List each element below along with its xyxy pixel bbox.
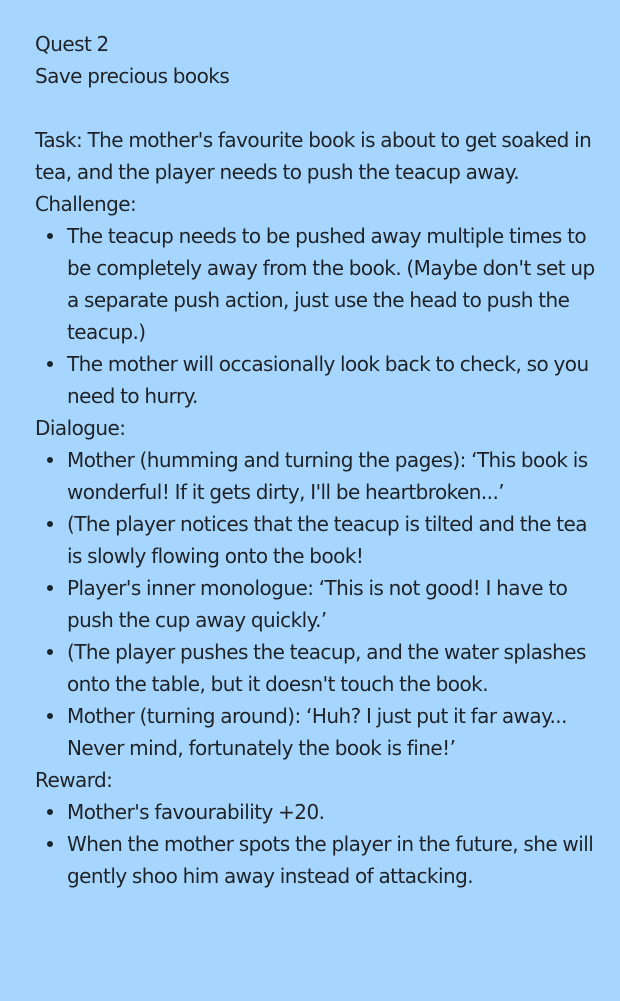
dialogue-item: Player's inner monologue: ‘This is not good! I have to push the cup away quickly.’ — [67, 572, 600, 636]
dialogue-heading: Dialogue: — [35, 416, 126, 440]
challenge-heading: Challenge: — [35, 192, 137, 216]
dialogue-list — [35, 444, 600, 764]
dialogue-item: Mother (humming and turning the pages): ‘This book is wonderful! If it gets dirty, I'll be heartbroken...’ — [67, 444, 600, 508]
challenge-item: The teacup needs to be pushed away multiple times to be completely away from the book. (Maybe don't set up a separate push action, just use the head to push the teacup.) — [67, 220, 600, 348]
quest-document — [35, 28, 600, 892]
spacer — [35, 92, 600, 124]
dialogue-item: Mother (turning around): ‘Huh? I just put it far away... Never mind, fortunately the book is fine!’ — [67, 700, 600, 764]
challenge-item: The mother will occasionally look back to check, so you need to hurry. — [67, 348, 600, 412]
quest-number: Quest 2 — [35, 32, 109, 56]
dialogue-item: (The player notices that the teacup is tilted and the tea is slowly flowing onto the book! — [67, 508, 600, 572]
dialogue-item: (The player pushes the teacup, and the water splashes onto the table, but it doesn't touch the book. — [67, 636, 600, 700]
quest-title: Save precious books — [35, 64, 230, 88]
reward-item: Mother's favourability +20. — [67, 796, 600, 828]
reward-list — [35, 796, 600, 892]
challenge-list — [35, 220, 600, 412]
reward-item: When the mother spots the player in the future, she will gently shoo him away instead of attacking. — [67, 828, 600, 892]
task-text: Task: The mother's favourite book is about to get soaked in tea, and the player needs to push the teacup away. — [35, 128, 592, 184]
reward-heading: Reward: — [35, 768, 113, 792]
